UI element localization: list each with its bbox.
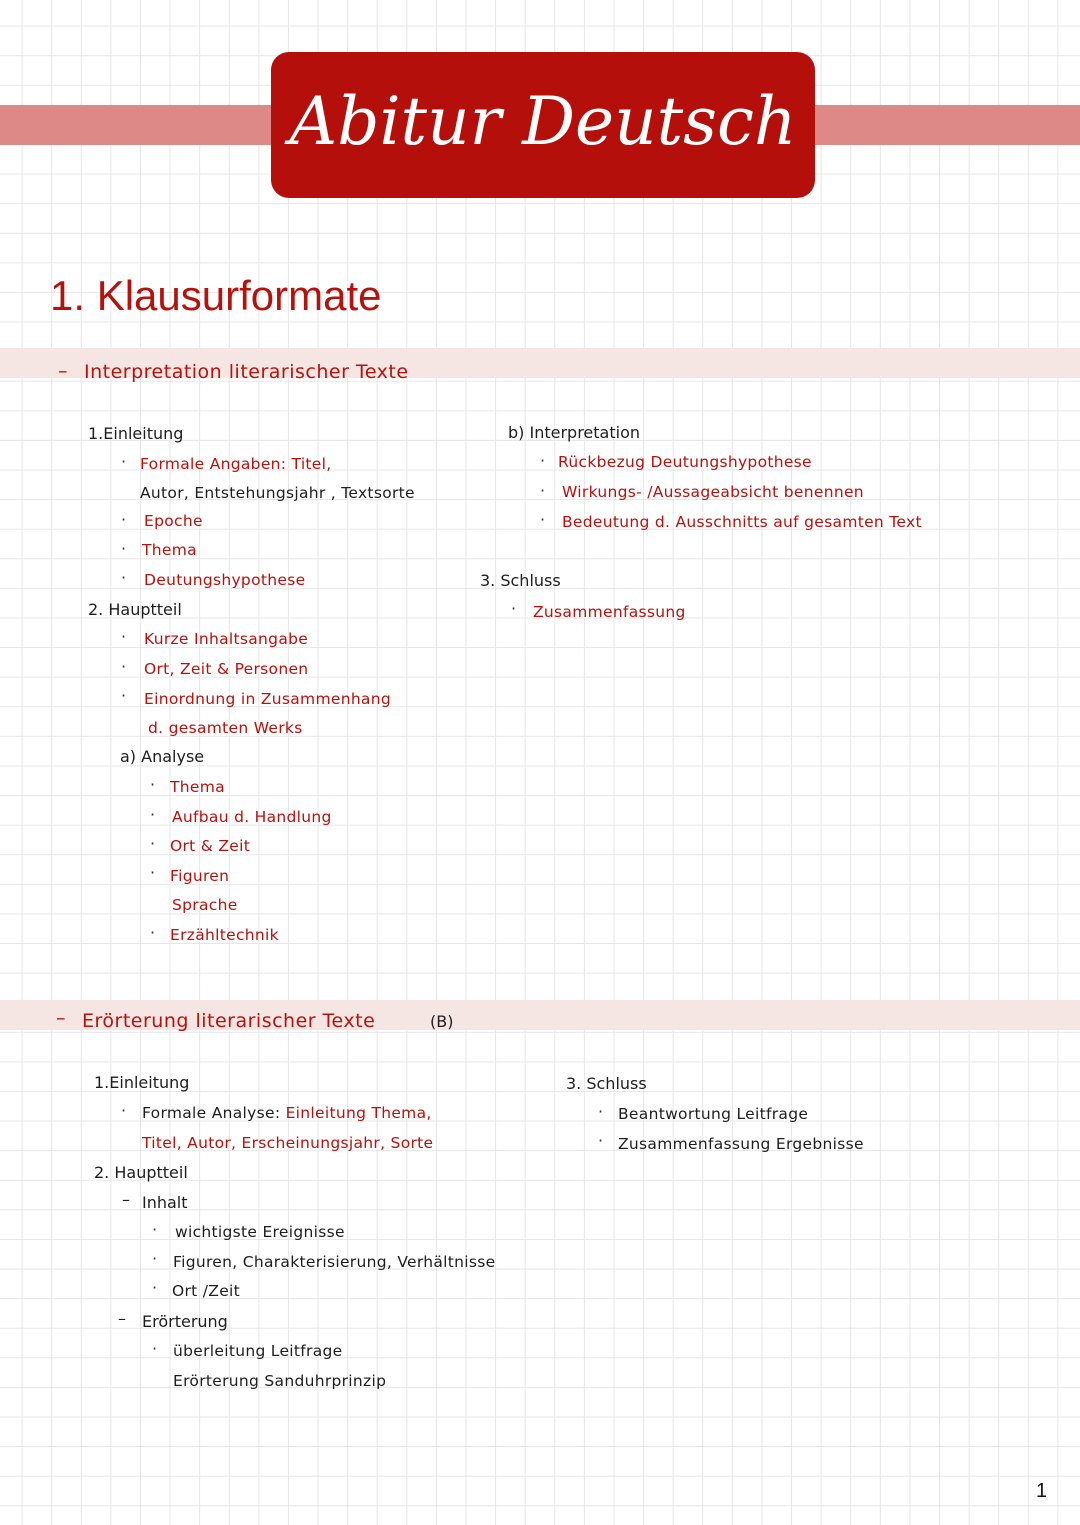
bullet: · xyxy=(121,510,127,529)
bullet: · xyxy=(152,1339,158,1358)
list-item: Formale Analyse: Einleitung Thema, xyxy=(142,1104,432,1122)
list-item: Rückbezug Deutungshypothese xyxy=(558,453,812,471)
bullet: · xyxy=(150,805,156,824)
dash: – xyxy=(122,1190,130,1209)
interp-analyse-label: a) Analyse xyxy=(120,747,205,766)
interpretation-heading: Interpretation literarischer Texte xyxy=(84,361,409,383)
list-item: Ort /Zeit xyxy=(172,1282,241,1300)
bullet: · xyxy=(152,1249,158,1268)
interpretation-dash: – xyxy=(58,360,68,382)
eroer-schluss-label: 3. Schluss xyxy=(566,1074,647,1093)
list-item: Einordnung in Zusammenhang xyxy=(144,690,391,708)
dash: – xyxy=(118,1309,126,1328)
list-item: Beantwortung Leitfrage xyxy=(618,1105,809,1123)
page-number: 1 xyxy=(1036,1480,1048,1502)
interp-einleitung-label: 1.Einleitung xyxy=(88,424,184,443)
list-item: Erörterung Sanduhrprinzip xyxy=(173,1372,387,1390)
bullet: · xyxy=(150,834,156,853)
list-item: wichtigste Ereignisse xyxy=(175,1223,345,1241)
bullet: · xyxy=(121,1101,127,1120)
bullet: · xyxy=(152,1278,158,1297)
list-item: d. gesamten Werks xyxy=(148,719,303,737)
bullet: · xyxy=(150,775,156,794)
list-item: Formale Angaben: Titel, xyxy=(140,455,332,473)
bullet: · xyxy=(121,686,127,705)
bullet: · xyxy=(152,1220,158,1239)
list-item: Titel, Autor, Erscheinungsjahr, Sorte xyxy=(142,1134,434,1152)
bullet: · xyxy=(511,599,517,618)
bullet: · xyxy=(598,1131,604,1150)
list-item: Bedeutung d. Ausschnitts auf gesamten Text xyxy=(562,513,922,531)
eroerterung-dash: – xyxy=(56,1007,66,1029)
bullet: · xyxy=(540,510,546,529)
page-title: Abitur Deutsch xyxy=(289,83,797,160)
bullet: · xyxy=(598,1102,604,1121)
list-item: Sprache xyxy=(172,896,238,914)
eroer-inhalt-label: Inhalt xyxy=(142,1193,188,1212)
list-item: überleitung Leitfrage xyxy=(173,1342,343,1360)
list-item: Autor, Entstehungsjahr , Textsorte xyxy=(140,484,415,502)
bullet: · xyxy=(150,863,156,882)
list-item: Thema xyxy=(170,778,225,796)
eroer-eroerterung-label: Erörterung xyxy=(142,1312,228,1331)
bullet: · xyxy=(150,923,156,942)
bullet: · xyxy=(540,481,546,500)
bullet: · xyxy=(121,539,127,558)
list-item: Figuren xyxy=(170,867,230,885)
eroer-hauptteil-label: 2. Hauptteil xyxy=(94,1163,188,1182)
eroerterung-heading-suffix: (B) xyxy=(430,1012,454,1031)
bullet: · xyxy=(121,568,127,587)
interp-schluss-label: 3. Schluss xyxy=(480,571,561,590)
list-item: Zusammenfassung xyxy=(533,603,686,621)
list-item-highlight: Einleitung Thema, xyxy=(285,1104,432,1122)
list-item: Zusammenfassung Ergebnisse xyxy=(618,1135,864,1153)
bullet: · xyxy=(121,657,127,676)
list-item: Erzähltechnik xyxy=(170,926,279,944)
list-item: Figuren, Charakterisierung, Verhältnisse xyxy=(173,1253,496,1271)
list-item: Thema xyxy=(142,541,197,559)
list-item: Epoche xyxy=(144,512,203,530)
list-item: Ort, Zeit & Personen xyxy=(144,660,309,678)
interp-interpretation-label: b) Interpretation xyxy=(508,423,640,442)
eroer-einleitung-label: 1.Einleitung xyxy=(94,1073,190,1092)
list-item: Wirkungs- /Aussageabsicht benennen xyxy=(562,483,864,501)
bullet: · xyxy=(540,451,546,470)
list-item: Deutungshypothese xyxy=(144,571,306,589)
eroerterung-heading: Erörterung literarischer Texte xyxy=(82,1010,376,1032)
list-item: Kurze Inhaltsangabe xyxy=(144,630,309,648)
bullet: · xyxy=(121,627,127,646)
bullet: · xyxy=(121,452,127,471)
list-item: Aufbau d. Handlung xyxy=(172,808,332,826)
interp-hauptteil-label: 2. Hauptteil xyxy=(88,600,182,619)
list-item: Ort & Zeit xyxy=(170,837,251,855)
section-title: 1. Klausurformate xyxy=(50,272,382,319)
